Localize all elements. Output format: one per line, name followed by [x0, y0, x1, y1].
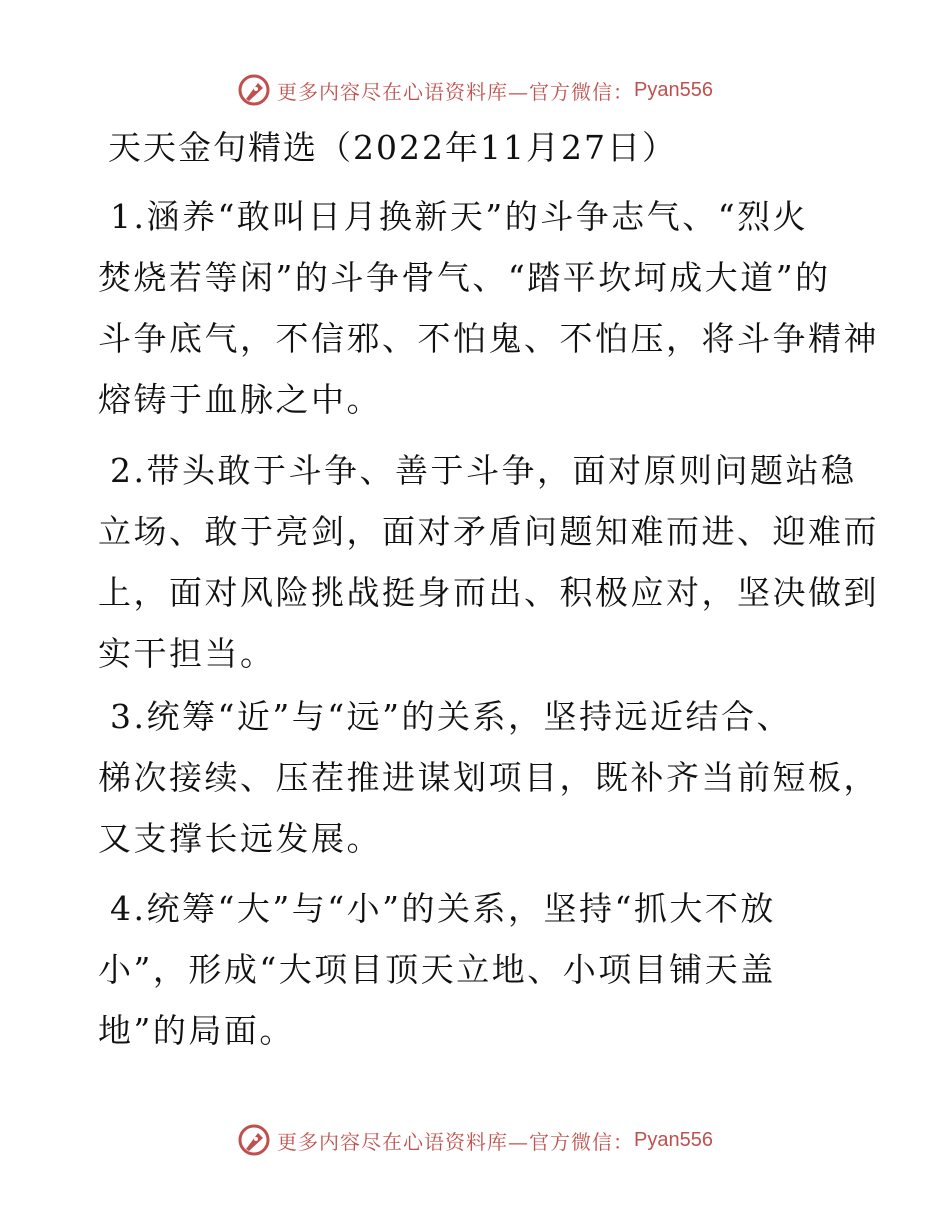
banner-text: 更多内容尽在心语资料库—官方微信：: [277, 79, 635, 104]
paragraph-line: 焚烧若等闲”的斗争骨气、“踏平坎坷成大道”的: [98, 258, 831, 297]
banner-wechat-id: Pyan556: [634, 78, 713, 101]
paragraph-line: 上，面对风险挑战挺身而出、积极应对，坚决做到: [98, 573, 879, 612]
paragraph-line: 1.涵养“敢叫日月换新天”的斗争志气、“烈火: [110, 197, 809, 236]
paragraph-line: 梯次接续、压茬推进谋划项目，既补齐当前短板，: [98, 758, 879, 797]
paragraph-1: [98, 186, 879, 430]
banner-text: 更多内容尽在心语资料库—官方微信：: [277, 1129, 635, 1154]
paragraph-line: 小”，形成“大项目顶天立地、小项目铺天盖: [98, 950, 776, 989]
paragraph-line: 实干担当。: [98, 634, 276, 673]
paragraph-2: [98, 440, 879, 684]
paragraph-line: 3.统筹“近”与“远”的关系，坚持远近结合、: [110, 697, 792, 736]
paragraph-line: 斗争底气，不信邪、不怕鬼、不怕压，将斗争精神: [98, 319, 879, 358]
paragraph-line: 又支撑长远发展。: [98, 819, 382, 858]
paragraph-line: 2.带头敢于斗争、善于斗争，面对原则问题站稳: [110, 451, 857, 490]
pen-nib-logo-icon: [237, 1123, 271, 1157]
footer-banner: [0, 1120, 950, 1160]
paragraph-4: [98, 878, 858, 1061]
banner-wechat-id: Pyan556: [634, 1128, 713, 1151]
paragraph-line: 4.统筹“大”与“小”的关系，坚持“抓大不放: [110, 889, 776, 928]
paragraph-3: [98, 686, 879, 869]
header-banner: [0, 70, 950, 110]
paragraph-line: 立场、敢于亮剑，面对矛盾问题知难而进、迎难而: [98, 512, 879, 551]
page-title: 天天金句精选（2022年11月27日）: [108, 128, 677, 167]
paragraph-line: 熔铸于血脉之中。: [98, 380, 382, 419]
pen-nib-logo-icon: [237, 73, 271, 107]
paragraph-line: 地”的局面。: [98, 1011, 295, 1050]
